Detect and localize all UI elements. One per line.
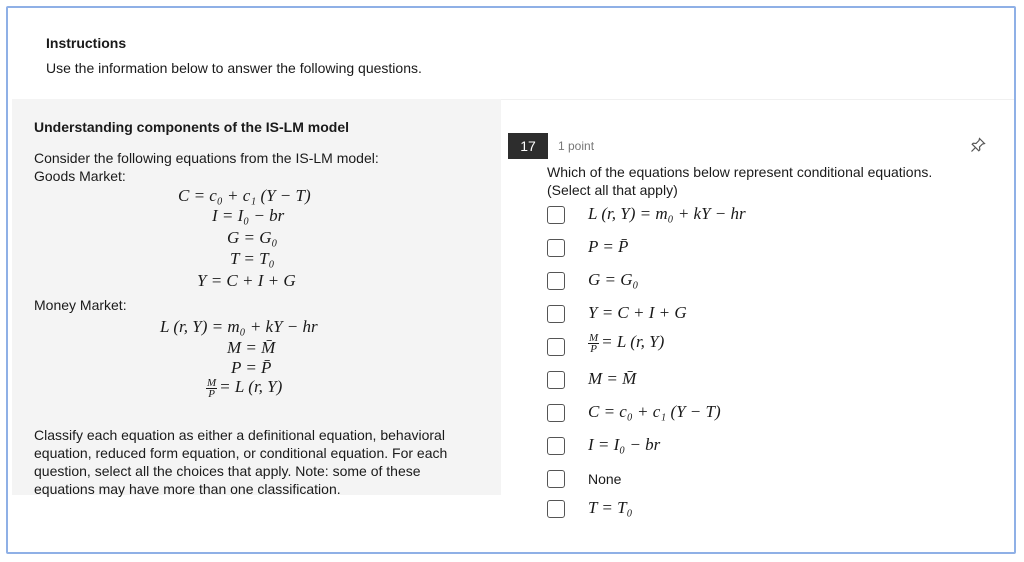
option-output[interactable]: Y = C + I + G (547, 305, 565, 323)
money-equations (34, 314, 484, 412)
equation-money-equilibrium: $\frac{M}{P}$ = L (r, Y) (207, 376, 283, 400)
equation-government: G = G₀ (227, 228, 278, 247)
option-investment[interactable]: I = I₀ − br (547, 437, 565, 455)
checkbox-icon[interactable] (547, 404, 565, 422)
fraction-m-over-p: $\frac{M}{P}$ (207, 376, 217, 400)
option-price[interactable]: P = P̄ (547, 239, 565, 257)
checkbox-icon[interactable] (547, 371, 565, 389)
checkbox-icon[interactable] (547, 272, 565, 290)
equation-money-supply: M = M̄ (227, 338, 276, 357)
question-points: 1 point (558, 139, 595, 153)
equation-taxes: T = T₀ (230, 249, 275, 268)
panel-title: Understanding components of the IS-LM model (34, 119, 349, 135)
instructions-section (46, 35, 422, 76)
checkbox-icon[interactable] (547, 437, 565, 455)
fraction-m-over-p: $\frac{M}{P}$ (589, 331, 599, 355)
checkbox-icon[interactable] (547, 305, 565, 323)
instructions-title: Instructions (46, 35, 127, 51)
checkbox-icon[interactable] (547, 500, 565, 518)
option-government[interactable]: G = G₀ (547, 272, 565, 290)
option-none[interactable]: None (547, 470, 565, 488)
question-number-badge: 17 (508, 133, 548, 159)
equation-consumption: C = c₀ + c₁ (Y − T) (178, 186, 311, 205)
equation-output: Y = C + I + G (197, 271, 296, 290)
equation-investment: I = I₀ − br (212, 206, 285, 225)
option-money-equilibrium[interactable]: $\frac{M}{P}$ = L (r, Y) (547, 338, 565, 356)
option-money-demand[interactable]: L (r, Y) = m₀ + kY − hr (547, 206, 565, 224)
checkbox-icon[interactable] (547, 470, 565, 488)
panel-intro: Consider the following equations from the IS-LM model: (34, 150, 379, 166)
instructions-text: Use the information below to answer the following questions. (46, 60, 422, 76)
money-market-label: Money Market: (34, 297, 127, 313)
goods-equations (34, 185, 484, 296)
equation-price: P = P̄ (231, 358, 272, 377)
header-divider (501, 99, 1014, 100)
checkbox-icon[interactable] (547, 206, 565, 224)
equation-money-demand: L (r, Y) = m₀ + kY − hr (160, 317, 318, 336)
classify-text: Classify each equation as either a definitional equation, behavioral equation, reduced form equation, or conditional equation. For each question, select all the choices that apply. Note: some of these equations may have more than one classification. (34, 427, 448, 497)
checkbox-icon[interactable] (547, 239, 565, 257)
option-taxes[interactable]: T = T₀ (547, 500, 565, 518)
option-consumption[interactable]: C = c₀ + c₁ (Y − T) (547, 404, 565, 422)
ismodel-panel (12, 99, 501, 495)
goods-market-label: Goods Market: (34, 168, 126, 184)
checkbox-icon[interactable] (547, 338, 565, 356)
pushpin-icon[interactable] (970, 137, 986, 153)
question-text: Which of the equations below represent conditional equations. (Select all that apply) (547, 164, 933, 198)
option-money-supply[interactable]: M = M̄ (547, 371, 565, 389)
